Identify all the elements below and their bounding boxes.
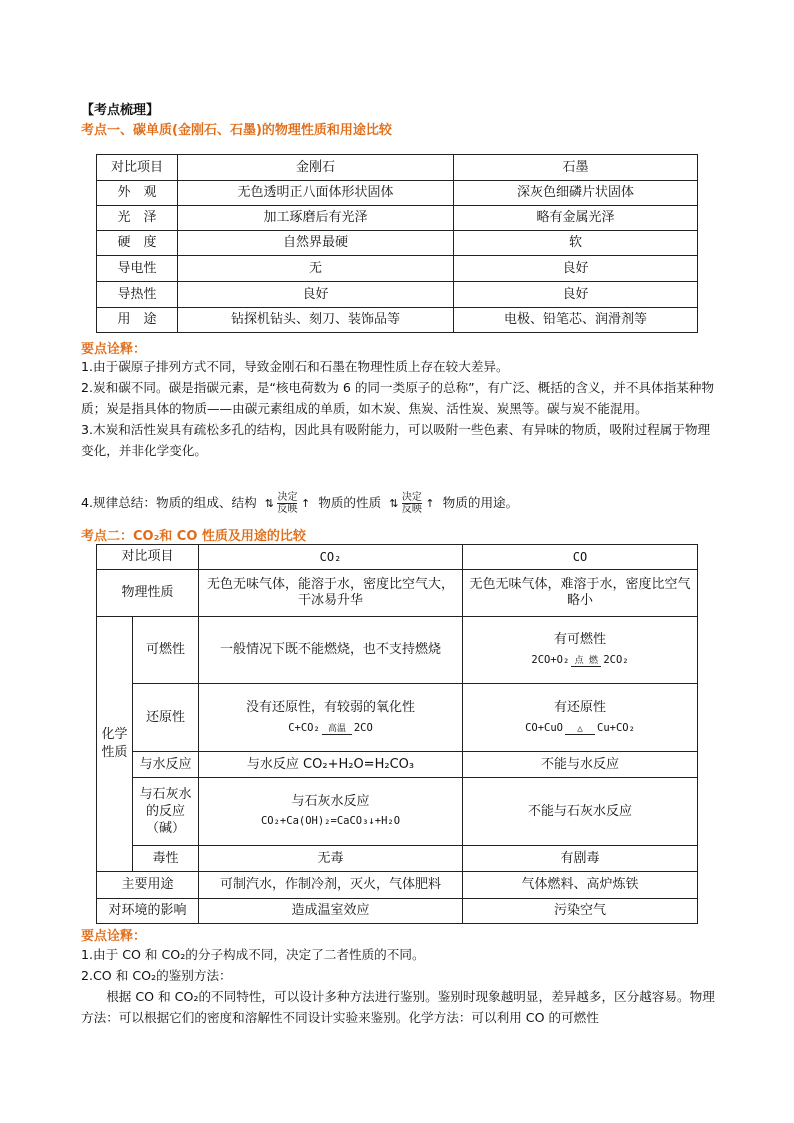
updown-arrow-icon: ⇅ [389,497,399,510]
key-points-label: 要点诠释： [81,342,147,357]
diamond-cell: 自然界最硬 [178,231,454,256]
diamond-cell: 无 [178,256,454,282]
diamond-cell: 无色透明正八面体形状固体 [178,181,454,206]
equation: 2CO+O₂ 点 燃 2CO₂ [531,654,629,666]
note-item: 3.木炭和活性炭具有疏松多孔的结构，因此具有吸附能力，可以吸附一些色素、有异味的物质，吸附过程属于物理变化，并非化学变化。 [81,422,711,458]
graphite-cell: 良好 [454,282,698,308]
co2-cell: 与水反应 CO₂+H₂O=H₂CO₃ [199,752,463,778]
co-cell: 污染空气 [463,899,698,924]
row-label: 用 途 [97,308,178,333]
notes-block-1 [81,356,715,461]
header-cell: 对比项目 [97,545,199,570]
co2-cell: 没有还原性，有较弱的氧化性 C+CO₂ 高温 2CO [199,684,463,752]
reflect-label: 反映 [277,504,298,515]
rule-summary [81,489,715,517]
updown-arrow-icon: ⇅ [264,497,274,510]
chem-label: 化学 性质 [97,617,133,872]
table-row [97,899,698,924]
co2-cell: 可制汽水，作制冷剂，灭火，气体肥料 [199,872,463,899]
diamond-cell: 加工琢磨后有光泽 [178,206,454,231]
row-label: 对环境的影响 [97,899,199,924]
co2-cell: 与石灰水反应 CO₂+Ca(OH)₂=CaCO₃↓+H₂O [199,778,463,846]
table-row [97,570,698,617]
rule-suffix: 物质的用途。 [442,495,519,510]
table-row [97,256,698,282]
section1-title: 考点一、碳单质(金刚石、石墨)的物理性质和用途比较 [81,123,392,138]
table-row [97,282,698,308]
co-cell: 有剧毒 [463,846,698,872]
co2-co-comparison-table [96,544,698,924]
decide-label: 决定 [277,492,298,503]
row-label: 主要用途 [97,872,199,899]
rule-prefix: 4.规律总结：物质的组成、结构 [81,495,257,510]
table-row [97,617,698,684]
note-item: 1.由于 CO 和 CO₂的分子构成不同，决定了二者性质的不同。 [81,947,425,962]
row-label: 导电性 [97,256,178,282]
section2-title: 考点二：CO₂和 CO 性质及用途的比较 [81,529,306,544]
note-item: 1.由于碳原子排列方式不同，导致金刚石和石墨在物理性质上存在较大差异。 [81,359,509,374]
equation: C+CO₂ 高温 2CO [288,721,373,734]
co2-cell: 无色无味气体，能溶于水，密度比空气大，干冰易升华 [199,570,463,617]
note-item: 2.CO 和 CO₂的鉴别方法： [81,968,232,983]
table-row [97,872,698,899]
up-arrow-icon: ↑ [300,497,311,510]
diamond-cell: 良好 [178,282,454,308]
key-points-label-2: 要点诠释： [81,929,147,944]
header-cell: 对比项目 [97,155,178,181]
header-cell: 石墨 [454,155,698,181]
table-row [97,181,698,206]
table-header-row [97,155,698,181]
table-row [97,846,698,872]
carbon-comparison-table [96,154,698,333]
graphite-cell: 良好 [454,256,698,282]
graphite-cell: 电极、铅笔芯、润滑剂等 [454,308,698,333]
co2-cell: 造成温室效应 [199,899,463,924]
up-arrow-icon: ↑ [425,497,435,510]
graphite-cell: 软 [454,231,698,256]
row-label: 毒性 [133,846,199,872]
row-label: 与石灰水 的反应 （碱） [133,778,199,846]
co2-cell: 无毒 [199,846,463,872]
graphite-cell: 深灰色细磷片状固体 [454,181,698,206]
table-row [97,778,698,846]
row-label: 还原性 [133,684,199,752]
header-cell-co2: CO₂ [199,545,463,570]
table-row [97,752,698,778]
reflect-label: 反映 [401,504,422,515]
equation: CO₂+Ca(OH)₂=CaCO₃↓+H₂O [260,815,401,827]
row-label: 导热性 [97,282,178,308]
co-cell: 不能与石灰水反应 [463,778,698,846]
row-label: 外 观 [97,181,178,206]
co-cell: 有可燃性 2CO+O₂ 点 燃 2CO₂ [463,617,698,684]
co-cell: 有还原性 CO+CuO △ Cu+CO₂ [463,684,698,752]
header-cell-co: CO [463,545,698,570]
row-label: 可燃性 [133,617,199,684]
co-cell: 不能与水反应 [463,752,698,778]
table-row [97,231,698,256]
decide-label: 决定 [401,492,422,503]
row-label: 物理性质 [97,570,199,617]
table-row [97,308,698,333]
graphite-cell: 略有金属光泽 [454,206,698,231]
equation: CO+CuO △ Cu+CO₂ [525,721,635,734]
co-cell: 气体燃料、高炉炼铁 [463,872,698,899]
row-label: 与水反应 [133,752,199,778]
co-cell: 无色无味气体，难溶于水，密度比空气略小 [463,570,698,617]
decide-reflect-arrows [389,492,434,515]
rule-mid: 物质的性质 [318,495,382,510]
notes-block-2 [81,944,715,1028]
diamond-cell: 钻探机钻头、刻刀、装饰品等 [178,308,454,333]
section-header: 【考点梳理】 [81,103,160,118]
table-row [97,206,698,231]
row-label: 光 泽 [97,206,178,231]
row-label: 硬 度 [97,231,178,256]
co2-cell: 一般情况下既不能燃烧，也不支持燃烧 [199,617,463,684]
header-cell: 金刚石 [178,155,454,181]
decide-reflect-arrows [265,492,310,515]
note-item: 2.炭和碳不同。碳是指碳元素，是“核电荷数为 6 的同一类原子的总称”，有广泛、概括的含义，并不具体指某种物质；炭是指具体的物质——由碳元素组成的单质，如木炭、焦炭、活性炭、炭黑等。碳与炭不能混用。 [81,380,714,416]
table-row [97,684,698,752]
table-header-row [97,545,698,570]
note-item: 根据 CO 和 CO₂的不同特性，可以设计多种方法进行鉴别。鉴别时现象越明显，差异越多，区分越容易。物理方法：可以根据它们的密度和溶解性不同设计实验来鉴别。化学方法：可以利用 CO 的可燃性 [81,989,715,1025]
